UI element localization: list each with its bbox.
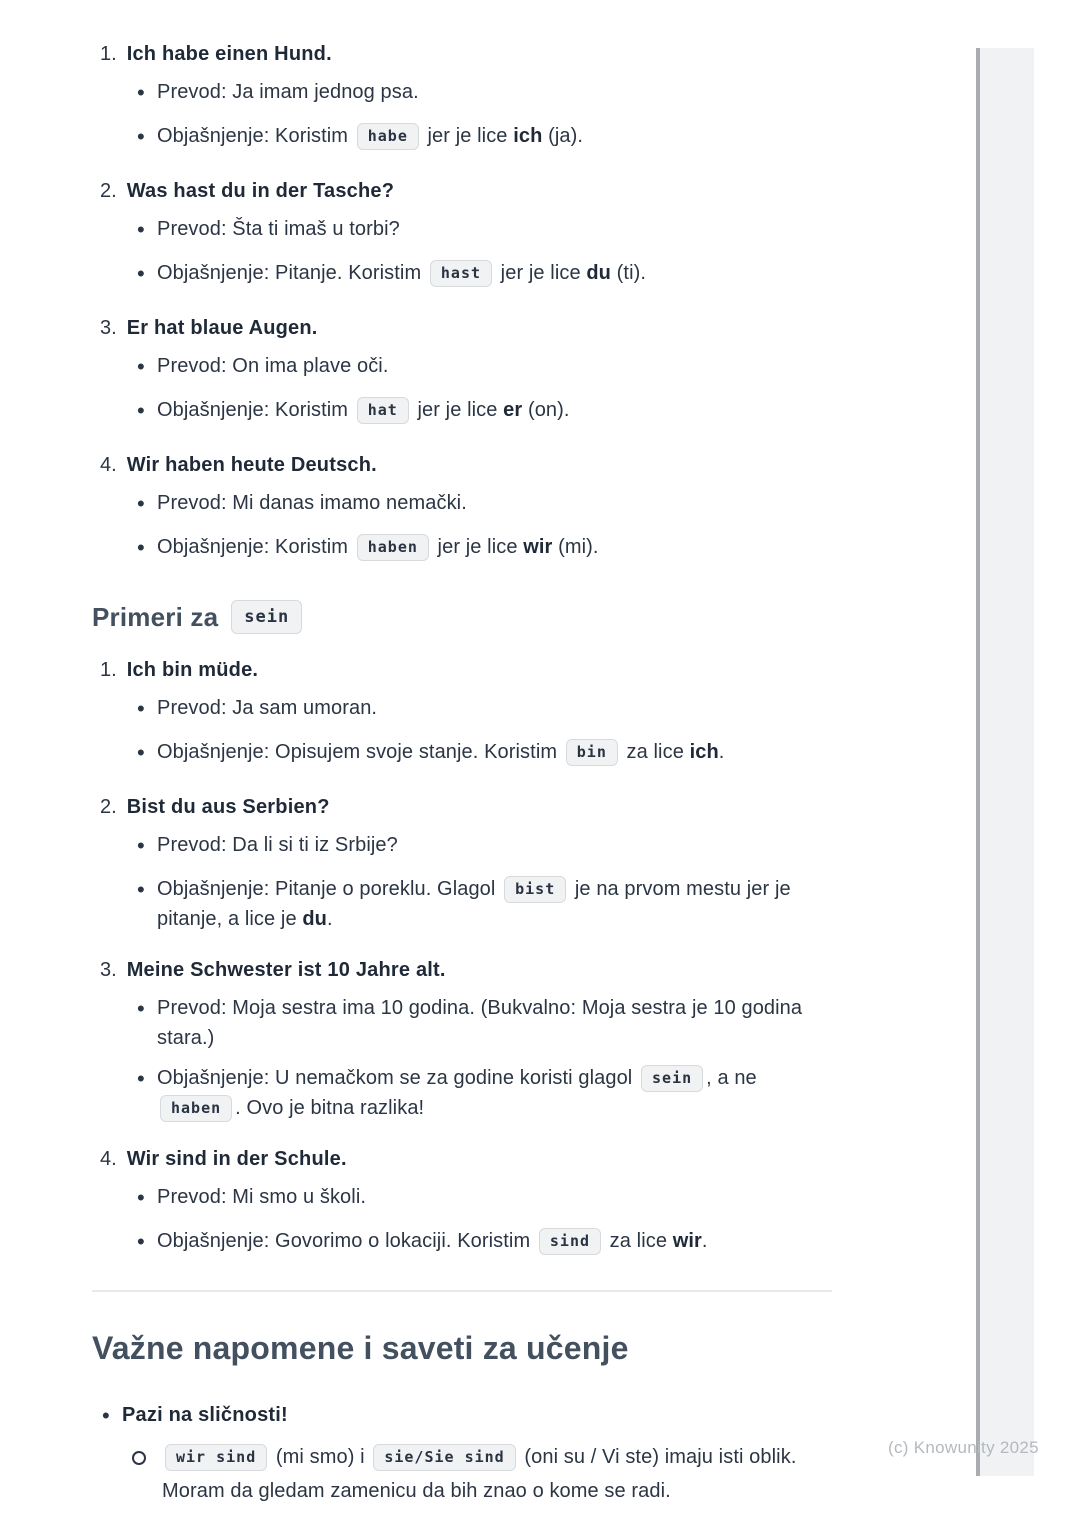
code-chip: hast bbox=[430, 260, 492, 287]
bullet-icon bbox=[137, 1227, 145, 1260]
text-segment: Objašnjenje: Koristim bbox=[157, 399, 354, 421]
objasnjenje-text bbox=[157, 258, 646, 288]
bold-text: ich bbox=[513, 125, 543, 147]
item-number: 2. bbox=[100, 180, 117, 202]
example-item bbox=[92, 314, 832, 429]
bullet-icon bbox=[137, 694, 145, 727]
sein-examples-list bbox=[92, 656, 832, 1260]
item-number: 4. bbox=[100, 1148, 117, 1170]
prevod-text: Prevod: Da li si ti iz Srbije? bbox=[157, 834, 398, 856]
example-heading bbox=[92, 177, 832, 206]
item-number: 3. bbox=[100, 317, 117, 339]
code-chip: haben bbox=[160, 1095, 232, 1122]
objasnjenje-line bbox=[92, 395, 832, 429]
bullet-icon bbox=[137, 1064, 145, 1097]
text-segment: (ti). bbox=[611, 262, 647, 284]
notes-list bbox=[92, 1400, 832, 1508]
note-item bbox=[92, 1400, 832, 1508]
bullet-icon bbox=[137, 831, 145, 864]
text-segment: jer je lice bbox=[421, 125, 514, 147]
code-chip: wir sind bbox=[165, 1444, 267, 1471]
text-segment: Objašnjenje: Pitanje o poreklu. Glagol bbox=[157, 878, 502, 900]
german-sentence: Er hat blaue Augen. bbox=[126, 317, 318, 339]
code-chip: bist bbox=[504, 876, 566, 903]
example-heading bbox=[92, 656, 832, 685]
text-segment: Objašnjenje: Koristim bbox=[157, 125, 354, 147]
text-segment: za lice bbox=[604, 1230, 673, 1252]
code-chip: sein bbox=[641, 1065, 703, 1092]
german-sentence: Wir haben heute Deutsch. bbox=[126, 454, 377, 476]
objasnjenje-text bbox=[157, 395, 570, 425]
code-chip: sie/Sie sind bbox=[373, 1444, 515, 1471]
text-segment: (on). bbox=[522, 399, 570, 421]
bold-text: wir bbox=[672, 1230, 702, 1252]
objasnjenje-text bbox=[157, 737, 724, 767]
text-segment: Objašnjenje: U nemačkom se za godine koristi glagol bbox=[157, 1067, 639, 1089]
text-segment: (oni su / Vi ste) imaju isti oblik. Moram da gledam zamenicu da bih znao o kome se radi. bbox=[162, 1446, 797, 1502]
item-number: 2. bbox=[100, 796, 117, 818]
code-chip: haben bbox=[357, 534, 429, 561]
bullet-icon bbox=[137, 489, 145, 522]
objasnjenje-line bbox=[92, 737, 832, 771]
objasnjenje-text bbox=[157, 874, 812, 934]
code-chip: hat bbox=[357, 397, 409, 424]
text-segment: za lice bbox=[620, 741, 690, 763]
example-item bbox=[92, 793, 832, 934]
german-sentence: Ich habe einen Hund. bbox=[126, 43, 332, 65]
prevod-line bbox=[92, 77, 832, 111]
objasnjenje-text bbox=[157, 532, 599, 562]
objasnjenje-line bbox=[92, 1226, 832, 1260]
circle-bullet-icon bbox=[132, 1451, 146, 1465]
prevod-line bbox=[92, 351, 832, 385]
haben-examples-list bbox=[92, 40, 832, 566]
prevod-text: Prevod: Šta ti imaš u torbi? bbox=[157, 218, 400, 240]
bullet-icon bbox=[137, 533, 145, 566]
bullet-icon bbox=[137, 994, 145, 1027]
bullet-icon bbox=[137, 875, 145, 908]
bold-text: er bbox=[503, 399, 523, 421]
example-item bbox=[92, 40, 832, 155]
bullet-icon bbox=[137, 352, 145, 385]
item-number: 4. bbox=[100, 454, 117, 476]
text-segment: . bbox=[701, 1230, 708, 1252]
prevod-line bbox=[92, 1182, 832, 1216]
text-segment: Objašnjenje: Koristim bbox=[157, 536, 354, 558]
item-number: 3. bbox=[100, 959, 117, 981]
bullet-icon bbox=[102, 1401, 110, 1432]
code-chip: sind bbox=[539, 1228, 601, 1255]
text-segment: (mi smo) i bbox=[270, 1446, 371, 1468]
item-number: 1. bbox=[100, 659, 117, 681]
text-segment: Objašnjenje: Pitanje. Koristim bbox=[157, 262, 427, 284]
objasnjenje-text bbox=[157, 121, 583, 151]
german-sentence: Bist du aus Serbien? bbox=[126, 796, 330, 818]
bullet-icon bbox=[137, 259, 145, 292]
objasnjenje-text bbox=[157, 1226, 708, 1256]
page-right-edge-strip bbox=[976, 48, 1034, 1476]
code-chip: sein bbox=[231, 600, 302, 634]
watermark: (c) Knowunity 2025 bbox=[888, 1438, 1039, 1457]
german-sentence: Wir sind in der Schule. bbox=[126, 1148, 347, 1170]
prevod-text: Prevod: Moja sestra ima 10 godina. (Bukvalno: Moja sestra je 10 godina stara.) bbox=[157, 997, 803, 1049]
example-heading bbox=[92, 314, 832, 343]
text-segment: jer je lice bbox=[431, 536, 524, 558]
bold-text: ich bbox=[689, 741, 719, 763]
text-segment: (mi). bbox=[552, 536, 599, 558]
prevod-text: Prevod: Mi smo u školi. bbox=[157, 1186, 367, 1208]
text-segment: . bbox=[718, 741, 725, 763]
section-heading-text: Primeri za bbox=[92, 601, 219, 632]
note-subitem-text bbox=[162, 1440, 822, 1508]
code-chip: habe bbox=[357, 123, 419, 150]
code-chip: bin bbox=[566, 739, 618, 766]
example-item bbox=[92, 956, 832, 1123]
example-item bbox=[92, 177, 832, 292]
text-segment: Objašnjenje: Govorimo o lokaciji. Koristim bbox=[157, 1230, 536, 1252]
text-segment: jer je lice bbox=[411, 399, 504, 421]
text-segment: jer je lice bbox=[495, 262, 587, 284]
objasnjenje-line bbox=[92, 874, 832, 934]
example-heading bbox=[92, 956, 832, 985]
text-segment: . bbox=[326, 908, 333, 930]
prevod-text: Prevod: Ja imam jednog psa. bbox=[157, 81, 419, 103]
prevod-text: Prevod: On ima plave oči. bbox=[157, 355, 389, 377]
example-item bbox=[92, 656, 832, 771]
example-heading bbox=[92, 1145, 832, 1174]
text-segment: je na prvom mestu jer je pitanje, a lice je bbox=[157, 878, 791, 930]
prevod-line bbox=[92, 488, 832, 522]
bullet-icon bbox=[137, 738, 145, 771]
text-segment: . Ovo je bitna razlika! bbox=[235, 1097, 425, 1119]
text-segment: (ja). bbox=[542, 125, 584, 147]
bold-text: wir bbox=[523, 536, 553, 558]
example-heading bbox=[92, 793, 832, 822]
bold-text: du bbox=[302, 908, 327, 930]
prevod-line bbox=[92, 993, 832, 1053]
note-title: Pazi na sličnosti! bbox=[122, 1404, 288, 1426]
german-sentence: Ich bin müde. bbox=[126, 659, 259, 681]
bullet-icon bbox=[137, 396, 145, 429]
bold-text: du bbox=[586, 262, 611, 284]
prevod-text: Prevod: Ja sam umoran. bbox=[157, 697, 378, 719]
example-heading bbox=[92, 40, 832, 69]
prevod-text: Prevod: Mi danas imamo nemački. bbox=[157, 492, 467, 514]
objasnjenje-line bbox=[92, 532, 832, 566]
text-segment: , a ne bbox=[706, 1067, 757, 1089]
note-title-line bbox=[92, 1400, 832, 1432]
prevod-line bbox=[92, 830, 832, 864]
prevod-line bbox=[92, 214, 832, 248]
bullet-icon bbox=[137, 1183, 145, 1216]
prevod-line bbox=[92, 693, 832, 727]
document-content bbox=[92, 40, 832, 1508]
example-item bbox=[92, 1145, 832, 1260]
bullet-icon bbox=[137, 215, 145, 248]
example-heading bbox=[92, 451, 832, 480]
german-sentence: Was hast du in der Tasche? bbox=[126, 180, 395, 202]
objasnjenje-line bbox=[92, 258, 832, 292]
objasnjenje-text bbox=[157, 1063, 812, 1123]
example-item bbox=[92, 451, 832, 566]
objasnjenje-line bbox=[92, 121, 832, 155]
objasnjenje-line bbox=[92, 1063, 832, 1123]
item-number: 1. bbox=[100, 43, 117, 65]
text-segment: Objašnjenje: Opisujem svoje stanje. Koristim bbox=[157, 741, 563, 763]
bullet-icon bbox=[137, 78, 145, 111]
note-subitem bbox=[92, 1440, 832, 1508]
section-divider bbox=[92, 1290, 832, 1292]
section-heading-sein bbox=[92, 600, 832, 634]
german-sentence: Meine Schwester ist 10 Jahre alt. bbox=[126, 959, 446, 981]
bullet-icon bbox=[137, 122, 145, 155]
notes-heading: Važne napomene i saveti za učenje bbox=[92, 1330, 629, 1366]
